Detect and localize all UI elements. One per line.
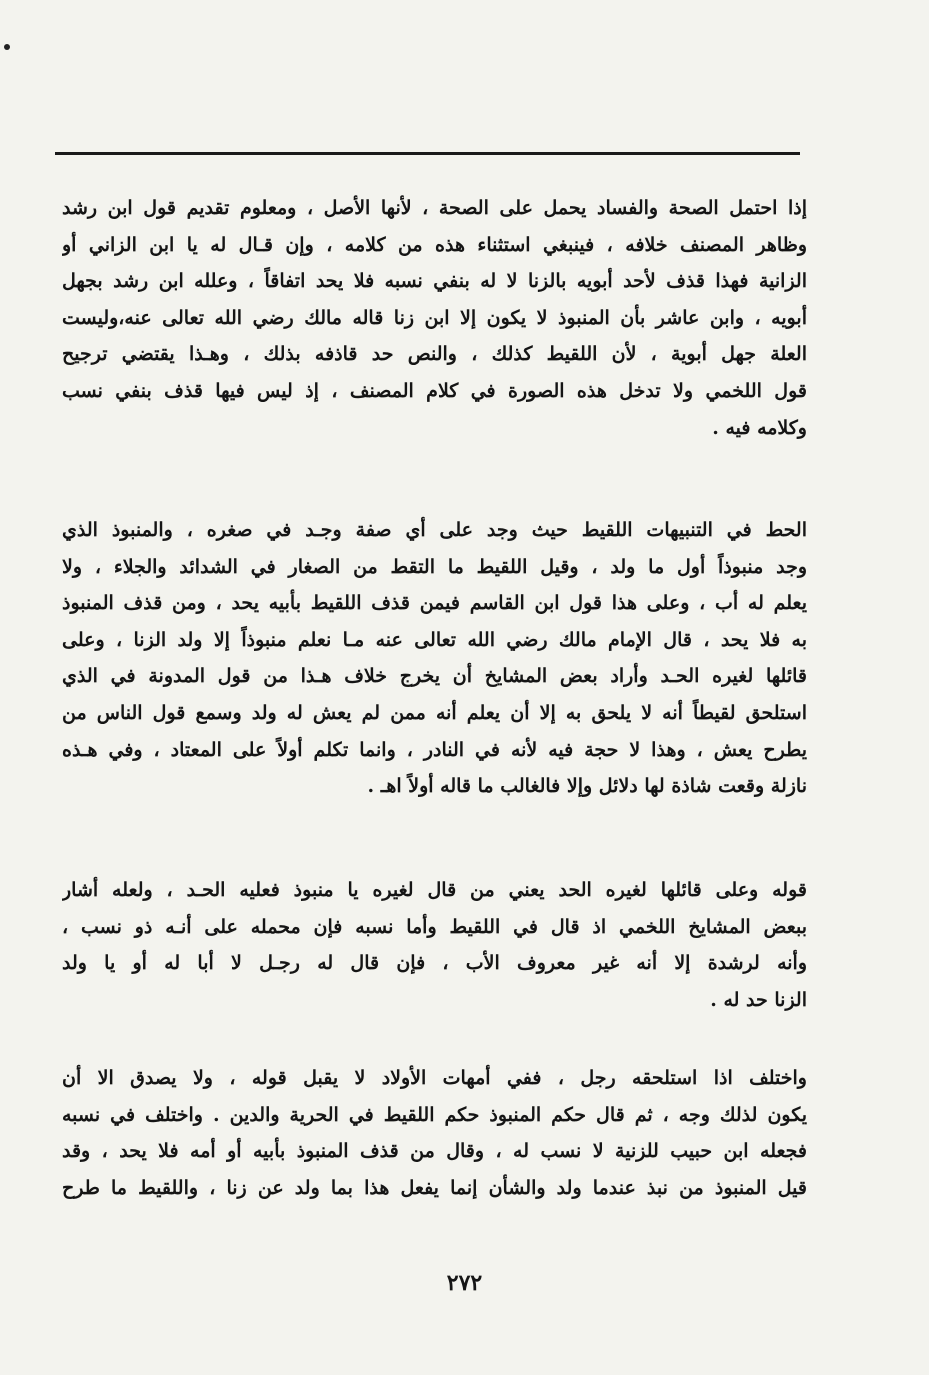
text-line: واختلف اذا استلحقه رجل ، ففي أمهات الأولاد لا يقبل قوله ، ولا يصدق الا أن [62,1067,807,1089]
text-line: فجعله ابن حبيب للزنية لا نسب له ، وقال من قذف المنبوذ بأبيه أو أمه فلا يحد ، وقد [62,1140,807,1163]
paragraph-2 [62,512,807,805]
text-line: وكلامه فيه . [712,416,807,439]
paragraph-4 [62,1060,807,1206]
text-line: أبويه ، وابن عاشر بأن المنبوذ لا يكون إلا ابن زنا قاله مالك رضي الله تعالى عنه،وليست [62,306,807,329]
text-line: يكون لذلك وجه ، ثم قال حكم المنبوذ حكم اللقيط في الحرية والدين . واختلف في نسبه [62,1103,807,1126]
text-line: قائلها لغيره الحـد وأراد بعض المشايخ أن يخرج خلاف هـذا من قول المدونة في الذي [62,665,807,688]
page-number: ٢٧٢ [446,1270,483,1296]
paragraph-1 [62,190,807,446]
text-line: وأنه لرشدة إلا أنه غير معروف الأب ، فإن قال له رجـل لا أبا له أو يا ولد [62,952,807,975]
text-line: ببعض المشايخ اللخمي اذ قال في اللقيط وأما نسبه فإن محمله على أنـه ذو نسب ، [62,915,807,938]
text-line: يعلم له أب ، وعلى هذا قول ابن القاسم فيمن قذف اللقيط بأبيه يحد ، ومن قذف المنبوذ [62,592,807,615]
header-rule [55,152,800,155]
text-line: استلحق لقيطاً أنه لا يلحق به إلا أن يعلم أنه ممن لم يعش له ولد وسمع قول الناس من [62,701,807,724]
text-line: الزنا حد له . [710,988,807,1011]
text-line: الحط في التنبيهات اللقيط حيث وجد على أي صفة وجـد في صغره ، والمنبوذ الذي [62,519,807,541]
text-line: قيل المنبوذ من نبذ عندما ولد والشأن إنما يفعل هذا بما ولد عن زنا ، واللقيط ما طرح [62,1176,807,1199]
text-line: إذا احتمل الصحة والفساد يحمل على الصحة ، لأنها الأصل ، ومعلوم تقديم قول ابن رشد [62,197,807,219]
text-line: نازلة وقعت شاذة لها دلائل وإلا فالغالب ما قاله أولاً اهـ . [367,775,807,798]
text-line: يطرح يعش ، وهذا لا حجة فيه لأنه في النادر ، وانما تكلم أولاً على المعتاد ، وفي هـذه [62,738,807,761]
paragraph-3 [62,872,807,1018]
margin-ink-dot [4,44,10,50]
text-line: قول اللخمي ولا تدخل هذه الصورة في كلام المصنف ، إذ ليس فيها قذف بنفي نسب [62,379,807,402]
text-line: به فلا يحد ، قال الإمام مالك رضي الله تعالى عنه مـا نعلم منبوذاً إلا ولد الزنا ، وعلى [62,628,807,651]
text-line: العلة جهل أبوية ، لأن اللقيط كذلك ، والنص حد قاذفه بذلك ، وهـذا يقتضي ترجيح [62,343,807,366]
text-line: وجد منبوذاً أول ما ولد ، وقيل اللقيط ما التقط من الصغار في الشدائد والجلاء ، ولا [62,555,807,578]
text-line: قوله وعلى قائلها لغيره الحد يعني من قال لغيره يا منبوذ فعليه الحـد ، ولعله أشار [62,879,807,901]
text-line: الزانية فهذا قذف لأحد أبويه بالزنا لا له بنفي نسبه فلا يحد اتفاقاً ، وعلله ابن رشد بجهل [62,270,807,293]
text-line: وظاهر المصنف خلافه ، فينبغي استثناء هذه من كلامه ، وإن قـال له يا ابن الزاني أو [62,233,807,256]
